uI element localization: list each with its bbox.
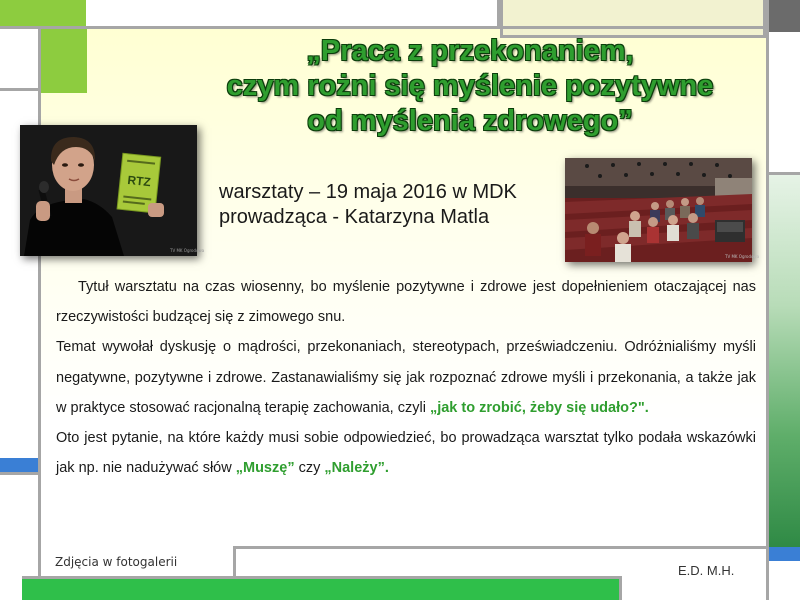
decor-bottom-green-bar <box>22 576 622 600</box>
page-title <box>170 34 770 139</box>
authors-initials: E.D. M.H. <box>678 563 735 578</box>
paragraph-discussion <box>56 332 756 423</box>
audience-photo <box>565 158 760 262</box>
decor-left-green-square <box>41 29 87 93</box>
decor-top-box <box>86 0 500 26</box>
highlight-nalezy: „Należy” <box>324 460 385 477</box>
decor-top-line <box>0 26 800 29</box>
speaker-photo <box>20 125 205 256</box>
decor-right-gray-block <box>769 0 800 32</box>
title-line-2: czym rożni się myślenie pozytywne <box>226 70 714 102</box>
workshop-date: warsztaty – 19 maja 2016 w MDK <box>219 181 517 203</box>
decor-right-gradient-bar <box>769 175 800 547</box>
audience-photo-image <box>565 158 760 262</box>
title-line-3: od myślenia zdrowego” <box>307 105 633 137</box>
paragraph-intro: Tytuł warsztatu na czas wiosenny, bo myślenie pozytywne i zdrowe jest dopełnieniem otaczającej nas rzeczywistości budzącej się z zimowego snu. <box>56 279 756 326</box>
decor-left-bottom-line <box>0 472 38 475</box>
title-line-1: „Praca z przekonaniem, <box>306 35 634 67</box>
workshop-leader: prowadząca - Katarzyna Matla <box>219 206 490 228</box>
audience-photo-caption: TV MK Ogrodowa <box>725 254 760 259</box>
paragraph-conclusion <box>56 423 756 483</box>
decor-green-block <box>0 0 86 26</box>
decor-left-blue-bar <box>0 458 38 472</box>
decor-right-blue-bar <box>769 547 800 561</box>
decor-khaki-box <box>500 0 766 38</box>
workshop-info <box>219 180 559 230</box>
decor-left-box <box>0 29 38 91</box>
conjunction-czy: czy <box>294 460 325 477</box>
book-title: RTZ <box>126 172 152 190</box>
highlight-musze: „Muszę” <box>235 460 295 477</box>
gallery-link[interactable]: Zdjęcia w fotogalerii <box>55 555 178 569</box>
article-body <box>56 272 756 483</box>
speaker-photo-image <box>20 125 205 256</box>
paragraph-conclusion-text: Oto jest pytanie, na które każdy musi sobie odpowiedzieć, bo prowadząca warsztat tylko podała wskazówki jak np. nie nadużywać słów <box>56 430 756 477</box>
paragraph-conclusion-end: . <box>384 460 389 477</box>
highlight-question: „jak to zrobić, żeby się udało?". <box>429 399 649 416</box>
speaker-photo-caption: TV MK Ogrodowa <box>170 248 205 253</box>
decor-left-line <box>38 26 41 578</box>
paragraph-discussion-text: Temat wywołał dyskusję o mądrości, przekonaniach, stereotypach, przeświadczeniu. Odróżnialiśmy myśli negatywne, pozytywne i zdrowe. Zastanawialiśmy się jak rozpoznać zdrowe myśli i przekonania, a także jak w praktyce stosować racjonalną terapię zachowania, czyli <box>56 339 756 416</box>
